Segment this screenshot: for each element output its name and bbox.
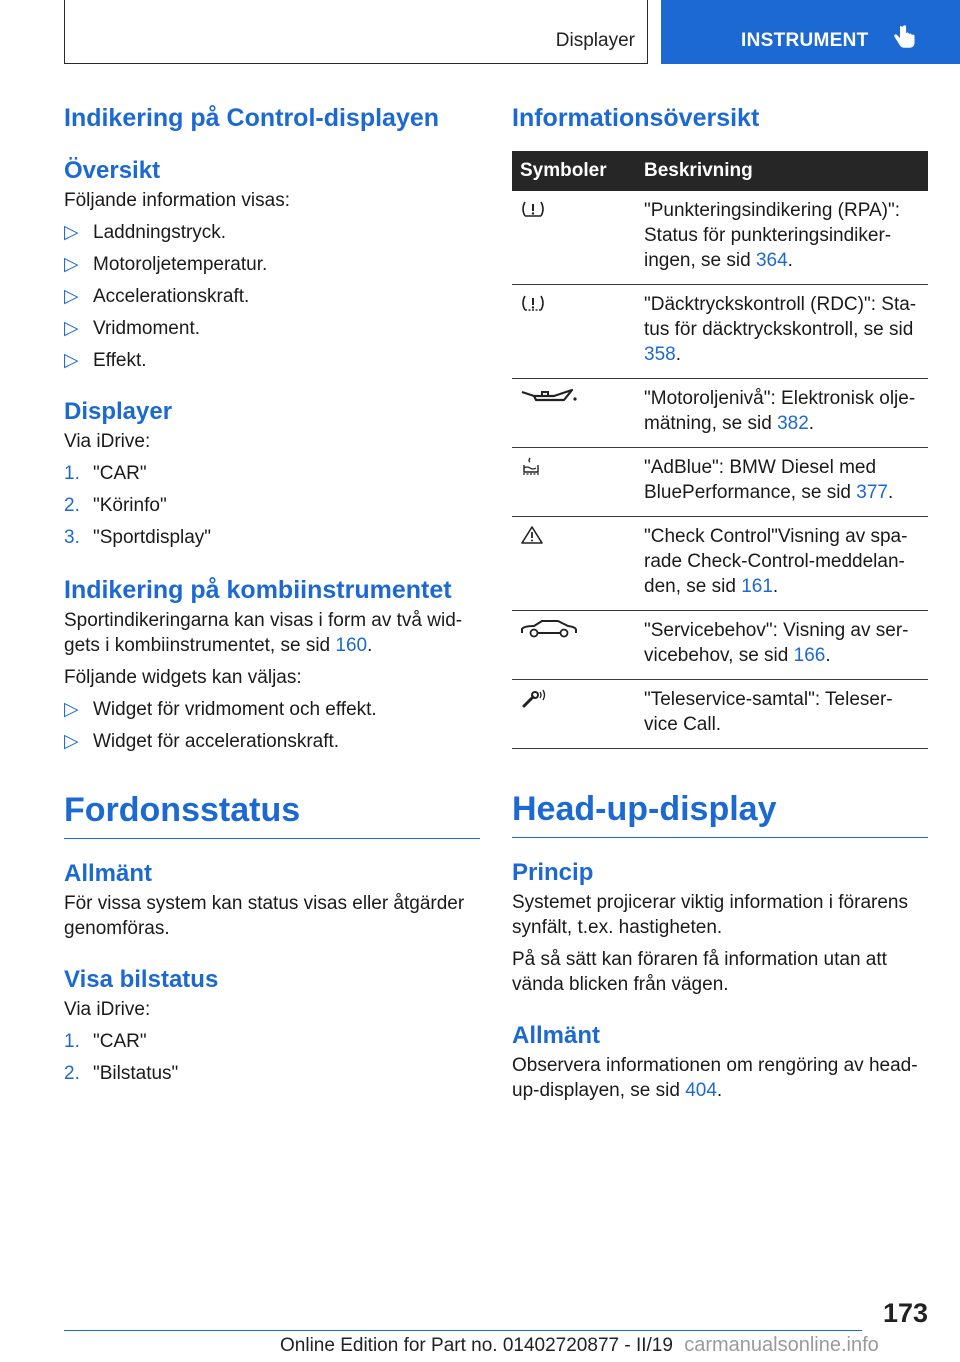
row-text: "Punkteringsindikering (RPA)": Status för punkteringsindiker-ingen, se sid: [644, 200, 901, 271]
list-item-text: Widget för accelerationskraft.: [93, 731, 340, 752]
table-cell-description: [636, 611, 928, 680]
tire-pressure-control-icon: [520, 297, 546, 318]
kombi-widgets-list: [64, 697, 480, 754]
step-number: 2.: [64, 495, 80, 516]
page-link[interactable]: 161: [741, 576, 773, 597]
triangle-bullet-icon: ▷: [64, 699, 79, 720]
list-item-text: Widget för vridmoment och effekt.: [93, 699, 377, 720]
step-number: 3.: [64, 527, 80, 548]
page-link[interactable]: 382: [777, 413, 809, 434]
heading-oversikt: Översikt: [64, 157, 161, 184]
step-number: 2.: [64, 1063, 80, 1084]
table-row: [512, 448, 928, 517]
heading-princip: Princip: [512, 859, 594, 886]
step-item: [64, 461, 480, 486]
table-cell-description: [636, 379, 928, 448]
hand-pointer-icon: [893, 24, 917, 57]
step-number: 1.: [64, 1031, 80, 1052]
table-row: [512, 191, 928, 285]
table-row: [512, 517, 928, 611]
visa-bilstatus-intro: Via iDrive:: [64, 999, 151, 1020]
heading-kombi: Indikering på kombiinstrumentet: [64, 576, 452, 604]
symbol-table: [512, 151, 928, 749]
step-text: "CAR": [93, 1031, 147, 1052]
row-end: .: [787, 250, 793, 271]
table-cell-description: [636, 285, 928, 379]
oversikt-intro: Följande information visas:: [64, 190, 290, 211]
kombi-text-a: Sportindikeringarna kan visas i form av två wid-gets i kombiinstrumentet, se sid: [64, 610, 463, 656]
princip-text-2: På så sätt kan föraren få information utan att vända blicken från vägen.: [512, 949, 887, 995]
list-item-text: Laddningstryck.: [93, 222, 227, 243]
step-item: [64, 493, 480, 518]
step-item: [64, 1029, 480, 1054]
kombi-text: [64, 608, 480, 658]
tire-pressure-warning-icon: [520, 203, 546, 224]
footer-watermark: carmanualsonline.info: [684, 1334, 879, 1356]
table-row: [512, 611, 928, 680]
row-end: .: [772, 576, 779, 597]
step-text: "Bilstatus": [93, 1063, 179, 1084]
displayer-intro: Via iDrive:: [64, 431, 151, 452]
allmant-fordon-text: För vissa system kan status visas eller åtgärder genomföras.: [64, 893, 465, 939]
heading-displayer: Displayer: [64, 398, 173, 425]
heading-head-up-display: Head-up-display: [512, 787, 928, 838]
heading-fordonsstatus: Fordonsstatus: [64, 788, 480, 839]
header-section-box: [64, 0, 648, 64]
heading-allmant-fordon: Allmänt: [64, 860, 153, 887]
row-end: .: [808, 413, 815, 434]
page-link[interactable]: 166: [793, 645, 826, 666]
row-text: "Check Control"Visning av spa-rade Check-Control-meddelan-den, se sid: [644, 526, 908, 597]
page-link-404[interactable]: 404: [685, 1080, 717, 1101]
kombi-widgets-intro: Följande widgets kan väljas:: [64, 667, 302, 688]
column-header-description: Beskrivning: [636, 151, 928, 191]
row-text: "AdBlue": BMW Diesel med BluePerformance, se sid: [644, 457, 877, 503]
kombi-text-b: .: [367, 635, 373, 656]
row-text: "Motoroljenivå": Elektronisk olje-mätning, se sid: [644, 388, 916, 434]
table-cell-description: [636, 191, 928, 285]
oil-can-icon: [520, 391, 578, 412]
princip-text-1: Systemet projicerar viktig information i förarens synfält, t.ex. hastigheten.: [512, 892, 908, 938]
header-chapter-tab: [661, 0, 960, 64]
list-item: [64, 348, 480, 373]
table-cell-description: [636, 448, 928, 517]
triangle-bullet-icon: ▷: [64, 350, 79, 371]
allmant-hud-text: [512, 1053, 928, 1103]
heading-control-display: Indikering på Control-displayen: [64, 104, 440, 132]
table-cell-description: [636, 517, 928, 611]
list-item: [64, 697, 480, 722]
heading-allmant-hud: Allmänt: [512, 1022, 601, 1049]
row-end: .: [675, 344, 681, 365]
warning-triangle-icon: [520, 529, 544, 550]
row-end: .: [825, 645, 831, 666]
page-number: 173: [882, 1298, 928, 1328]
page-link[interactable]: 364: [755, 250, 788, 271]
table-row: [512, 285, 928, 379]
triangle-bullet-icon: ▷: [64, 286, 79, 307]
footer-edition-text: Online Edition for Part no. 01402720877 - II/19: [280, 1335, 673, 1356]
heading-visa-bilstatus: Visa bilstatus: [64, 966, 219, 993]
left-column: [64, 100, 480, 1086]
step-number: 1.: [64, 463, 80, 484]
list-item-text: Vridmoment.: [93, 318, 200, 339]
footer-edition: [280, 1334, 879, 1357]
service-car-icon: [520, 623, 578, 644]
triangle-bullet-icon: ▷: [64, 222, 79, 243]
step-text: "CAR": [93, 463, 147, 484]
table-row: [512, 680, 928, 749]
triangle-bullet-icon: ▷: [64, 318, 79, 339]
list-item: [64, 729, 480, 754]
table-header-row: [512, 151, 928, 191]
list-item: [64, 220, 480, 245]
footer-rule: [64, 1330, 862, 1331]
list-item-text: Motoroljetemperatur.: [93, 254, 268, 275]
oversikt-list: [64, 220, 480, 373]
step-item: [64, 525, 480, 550]
row-text: "Servicebehov": Visning av ser-vicebehov, se sid: [644, 620, 909, 666]
list-item: [64, 252, 480, 277]
header-section-title: Displayer: [555, 30, 635, 51]
bilstatus-steps: [64, 1029, 480, 1086]
adblue-icon: [520, 460, 542, 481]
page-link[interactable]: 377: [856, 482, 888, 503]
step-text: "Körinfo": [93, 495, 167, 516]
right-column: [512, 100, 928, 1103]
table-row: [512, 379, 928, 448]
header-chapter-title: INSTRUMENT: [741, 30, 869, 51]
step-item: [64, 1061, 480, 1086]
triangle-bullet-icon: ▷: [64, 731, 79, 752]
list-item: [64, 316, 480, 341]
step-text: "Sportdisplay": [93, 527, 212, 548]
row-text: "Teleservice-samtal": Teleser-vice Call.: [644, 689, 893, 735]
page-link-160[interactable]: 160: [335, 635, 368, 656]
list-item-text: Accelerationskraft.: [93, 286, 250, 307]
heading-informationsoversikt: Informationsöversikt: [512, 104, 760, 132]
list-item-text: Effekt.: [93, 350, 147, 371]
triangle-bullet-icon: ▷: [64, 254, 79, 275]
displayer-steps: [64, 461, 480, 550]
row-text: "Däcktryckskontroll (RDC)": Sta-tus för däcktryckskontroll, se sid: [644, 294, 917, 340]
allmant-hud-text-a: Observera informationen om rengöring av head-up-displayen, se sid: [512, 1055, 918, 1101]
row-end: .: [887, 482, 894, 503]
allmant-hud-text-b: .: [716, 1080, 723, 1101]
page-link[interactable]: 358: [644, 344, 676, 365]
column-header-symbols: Symboler: [512, 151, 636, 191]
table-cell-description: [636, 680, 928, 749]
list-item: [64, 284, 480, 309]
teleservice-wrench-icon: [520, 694, 550, 715]
